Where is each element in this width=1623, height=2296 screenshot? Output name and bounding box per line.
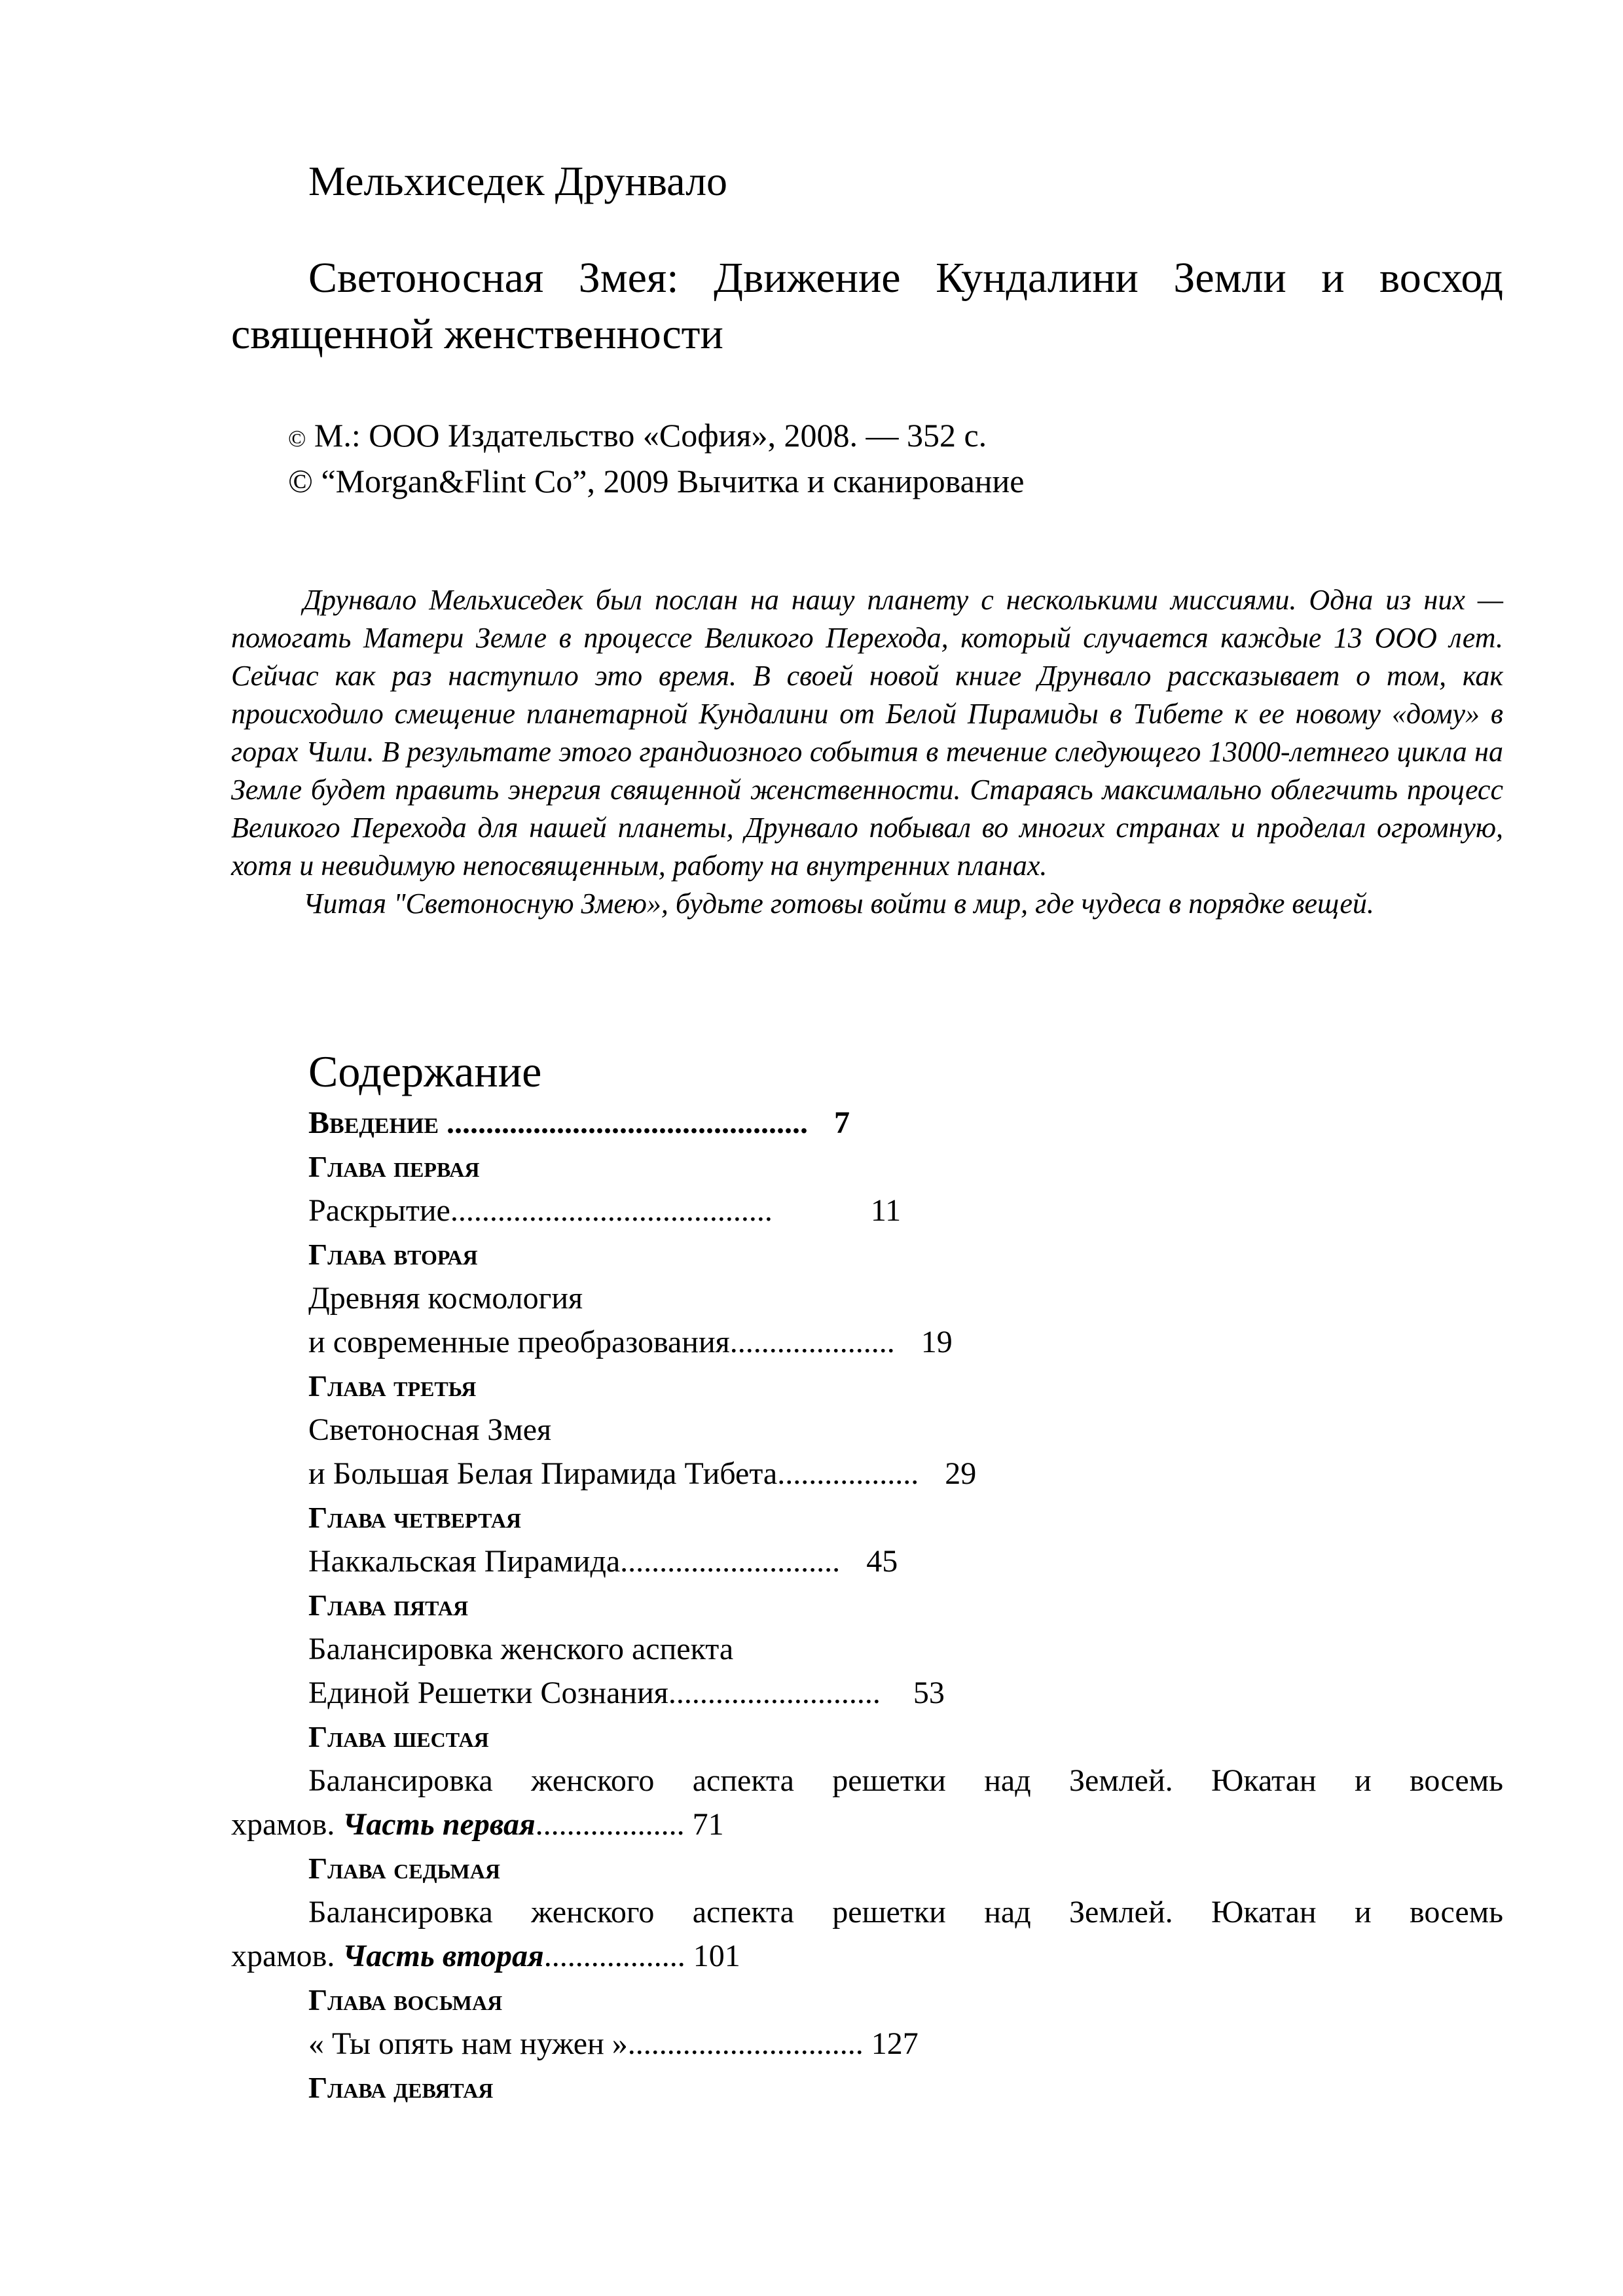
toc-chapter-heading: Глава седьмая — [308, 1852, 500, 1885]
toc-part-label: Часть первая — [342, 1807, 536, 1842]
toc-dots: .............................................. — [439, 1105, 809, 1140]
toc-entry-line: Балансировка женского аспекта решетки над Землей. Юкатан и восемь — [308, 1763, 1503, 1798]
toc-entry — [231, 2022, 1503, 2066]
copyright-block — [288, 414, 1024, 503]
toc-entry-label: Введение — [308, 1105, 439, 1140]
toc-entry-line: Светоносная Змея — [308, 1412, 552, 1447]
toc-entry-line: Древняя космология — [308, 1281, 583, 1316]
toc-entry — [231, 1452, 1503, 1496]
toc-chapter-heading: Глава вторая — [308, 1238, 478, 1271]
table-of-contents — [231, 1101, 1503, 2109]
toc-title: Содержание — [308, 1047, 542, 1096]
annotation-paragraph: Друнвало Мельхиседек был послан на нашу планету с несколькими миссиями. Одна из них — помогать Матери Земле в процессе Великого Перехода, который случается каждые 13 ООО лет. Сейчас как раз наступило это время. В своей новой книге Друнвало рассказывает о том, как происходило смещение планетарной Кундалини от Белой Пирамиды в Тибете к ее новому «дому» в горах Чили. В результате этого грандиозного события в течение следующего 13000-летнего цикла на Земле будет править энергия священной женственности. Стараясь максимально облегчить процесс Великого Перехода для нашей планеты, Друнвало побывал во многих странах и проделал огромную, хотя и невидимую непосвященным, работу на внутренних планах. — [231, 584, 1503, 882]
toc-page-number: 53 — [913, 1676, 945, 1710]
toc-entry-label: храмов. — [231, 1939, 343, 1973]
toc-entry — [231, 1320, 1503, 1364]
toc-chapter-heading: Глава пятая — [308, 1588, 469, 1622]
toc-dots: .................. — [543, 1939, 685, 1973]
copyright-scan: © “Morgan&Flint Co”, 2009 Вычитка и сканирование — [288, 463, 1025, 499]
toc-entry-line: Балансировка женского аспекта — [308, 1632, 734, 1666]
toc-chapter-heading: Глава девятая — [308, 2071, 494, 2104]
toc-chapter-heading: Глава третья — [308, 1369, 477, 1403]
toc-page-number: 71 — [692, 1807, 724, 1842]
book-author: Мельхиседек Друнвало — [308, 158, 727, 204]
toc-page-number: 11 — [870, 1193, 902, 1228]
toc-page-number: 101 — [693, 1939, 740, 1973]
toc-page-number: 19 — [921, 1325, 953, 1359]
book-title: Светоносная Змея: Движение Кундалини Земли и восход священной женственности — [231, 254, 1503, 358]
toc-dots: ................... — [535, 1807, 685, 1842]
annotation-paragraph: Читая "Светоносную Змею», будьте готовы войти в мир, где чудеса в порядке вещей. — [303, 888, 1374, 920]
annotation — [231, 581, 1503, 923]
toc-entry-label: « Ты опять нам нужен ».............................. — [308, 2026, 864, 2061]
toc-chapter-heading: Глава шестая — [308, 1720, 489, 1753]
toc-entry-label: Единой Решетки Сознания........................... — [308, 1676, 881, 1710]
toc-entry-label: храмов. — [231, 1807, 343, 1842]
toc-entry-label: и современные преобразования..................... — [308, 1325, 895, 1359]
toc-entry — [231, 1189, 1503, 1232]
toc-part-label: Часть вторая — [342, 1939, 544, 1973]
toc-page-number: 45 — [866, 1544, 898, 1579]
toc-entry — [231, 1539, 1503, 1583]
copyright-symbol: © — [288, 425, 306, 452]
toc-entry-line: Балансировка женского аспекта решетки над Землей. Юкатан и восемь — [308, 1895, 1503, 1929]
toc-entry-label: и Большая Белая Пирамида Тибета.................. — [308, 1456, 919, 1491]
toc-entry — [231, 1934, 1503, 1978]
toc-page-number: 29 — [945, 1456, 977, 1491]
copyright-publisher — [288, 414, 1024, 460]
toc-entry — [231, 1803, 1503, 1846]
toc-chapter-heading: Глава первая — [308, 1150, 480, 1183]
toc-entry-label: Наккальская Пирамида............................ — [308, 1544, 841, 1579]
toc-entry — [231, 1671, 1503, 1715]
copyright-publisher-text: М.: ООО Издательство «София», 2008. — 352 с. — [314, 417, 987, 454]
toc-entry-intro — [231, 1101, 1503, 1145]
toc-page-number: 7 — [834, 1105, 850, 1140]
toc-chapter-heading: Глава восьмая — [308, 1983, 503, 2017]
toc-chapter-heading: Глава четвертая — [308, 1501, 521, 1534]
toc-page-number: 127 — [871, 2026, 919, 2061]
toc-entry-label: Раскрытие......................................... — [308, 1193, 773, 1228]
